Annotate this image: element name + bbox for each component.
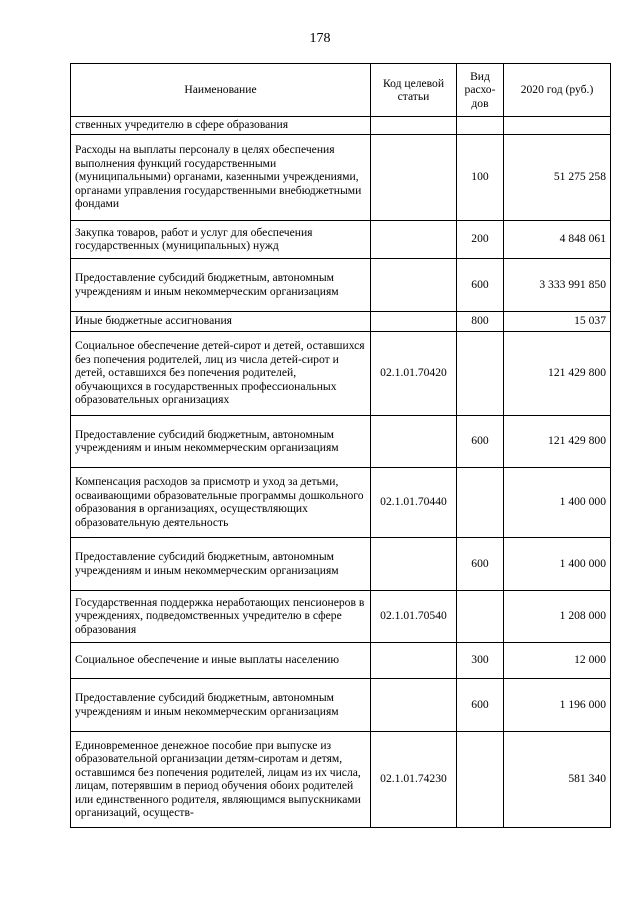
row-name: Социальное обеспечение детей-сирот и детей, оставшихся без попечения родителей, лиц из числа детей-сирот и детей, оставшихся без попечения родителей, обучающихся в государственных профессиональных образовательных организациях: [71, 332, 371, 416]
row-code: [371, 416, 457, 468]
row-kind: 300: [457, 643, 504, 679]
row-name: Государственная поддержка неработающих пенсионеров в учреждениях, подведомственных учредителю в сфере образования: [71, 591, 371, 643]
row-code: [371, 221, 457, 259]
table-row: [71, 468, 611, 538]
budget-table: [70, 63, 611, 828]
row-code: [371, 643, 457, 679]
header-sum: 2020 год (руб.): [504, 64, 611, 117]
row-kind: [457, 591, 504, 643]
row-kind: [457, 332, 504, 416]
table-row: [71, 643, 611, 679]
row-kind: 600: [457, 259, 504, 312]
table-row: [71, 259, 611, 312]
table-row: [71, 117, 611, 135]
row-code: [371, 259, 457, 312]
row-code: [371, 135, 457, 221]
row-sum: 121 429 800: [504, 416, 611, 468]
row-sum: 1 208 000: [504, 591, 611, 643]
row-kind: [457, 117, 504, 135]
table-row: [71, 538, 611, 591]
table-row: [71, 135, 611, 221]
row-kind: 600: [457, 416, 504, 468]
header-code: Код целевой статьи: [371, 64, 457, 117]
row-kind: 200: [457, 221, 504, 259]
row-name: Предоставление субсидий бюджетным, автономным учреждениям и иным некоммерческим организациям: [71, 259, 371, 312]
header-name: Наименование: [71, 64, 371, 117]
row-code: [371, 312, 457, 332]
row-sum: 1 196 000: [504, 679, 611, 732]
row-name: Предоставление субсидий бюджетным, автономным учреждениям и иным некоммерческим организациям: [71, 538, 371, 591]
table-row: [71, 312, 611, 332]
row-name: ственных учредителю в сфере образования: [71, 117, 371, 135]
row-name: Иные бюджетные ассигнования: [71, 312, 371, 332]
row-code: [371, 679, 457, 732]
table-row: [71, 591, 611, 643]
table-header-row: [71, 64, 611, 117]
row-kind: 600: [457, 538, 504, 591]
row-code: 02.1.01.70540: [371, 591, 457, 643]
row-sum: [504, 117, 611, 135]
row-code: 02.1.01.70440: [371, 468, 457, 538]
row-sum: 581 340: [504, 732, 611, 828]
row-kind: [457, 468, 504, 538]
row-sum: 51 275 258: [504, 135, 611, 221]
row-name: Предоставление субсидий бюджетным, автономным учреждениям и иным некоммерческим организациям: [71, 416, 371, 468]
row-sum: 15 037: [504, 312, 611, 332]
row-kind: 800: [457, 312, 504, 332]
row-sum: 4 848 061: [504, 221, 611, 259]
row-code: [371, 538, 457, 591]
header-kind: Вид расхо-дов: [457, 64, 504, 117]
row-kind: 100: [457, 135, 504, 221]
row-sum: 1 400 000: [504, 538, 611, 591]
row-code: 02.1.01.70420: [371, 332, 457, 416]
row-sum: 12 000: [504, 643, 611, 679]
table-row: [71, 732, 611, 828]
table-row: [71, 221, 611, 259]
row-name: Единовременное денежное пособие при выпуске из образовательной организации детям-сиротам и детям, оставшимся без попечения родителей, лицам из их числа, лицам, потерявшим в период обучения обоих родителей или единственного родителя, являющимся выпускниками организаций, осуществ-: [71, 732, 371, 828]
row-code: [371, 117, 457, 135]
row-name: Закупка товаров, работ и услуг для обеспечения государственных (муниципальных) нужд: [71, 221, 371, 259]
row-name: Расходы на выплаты персоналу в целях обеспечения выполнения функций государственными (муниципальными) органами, казенными учреждениями, органами управления государственными внебюджетными фондами: [71, 135, 371, 221]
row-code: 02.1.01.74230: [371, 732, 457, 828]
table-row: [71, 332, 611, 416]
table-row: [71, 679, 611, 732]
row-sum: 121 429 800: [504, 332, 611, 416]
table-row: [71, 416, 611, 468]
page-number: 178: [309, 31, 331, 46]
row-name: Социальное обеспечение и иные выплаты населению: [71, 643, 371, 679]
row-sum: 1 400 000: [504, 468, 611, 538]
row-kind: [457, 732, 504, 828]
row-sum: 3 333 991 850: [504, 259, 611, 312]
row-name: Компенсация расходов за присмотр и уход за детьми, осваивающими образовательные программы дошкольного образования в организациях, осуществляющих образовательную деятельность: [71, 468, 371, 538]
row-kind: 600: [457, 679, 504, 732]
row-name: Предоставление субсидий бюджетным, автономным учреждениям и иным некоммерческим организациям: [71, 679, 371, 732]
